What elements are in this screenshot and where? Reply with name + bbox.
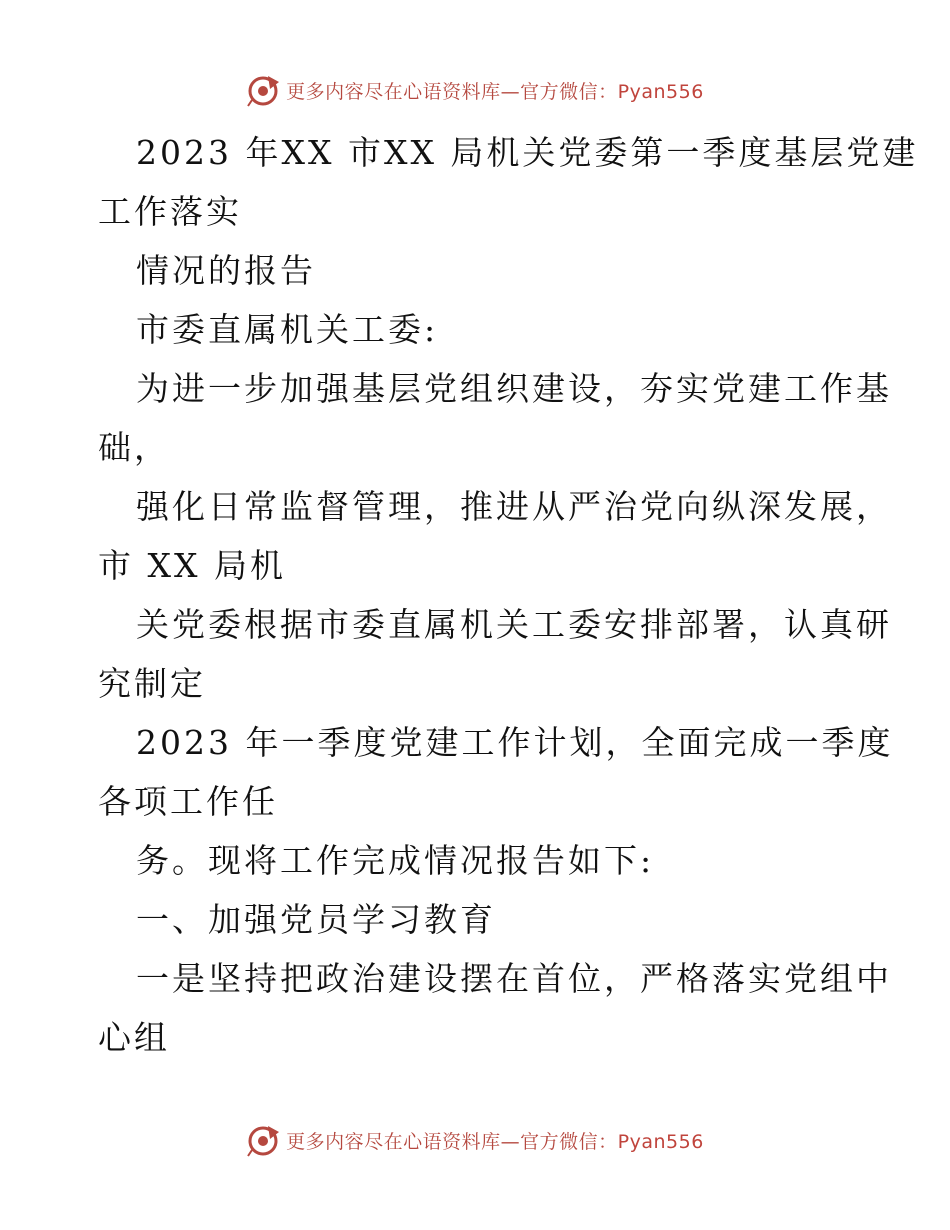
document-line: 2023 年XX 市XX 局机关党委第一季度基层党建 (136, 133, 919, 172)
document-line: 2023 年一季度党建工作计划，全面完成一季度 (136, 723, 894, 762)
document-line: 一、加强党员学习教育 (136, 900, 496, 939)
watermark-header (0, 70, 950, 110)
brand-logo-icon (246, 1122, 282, 1158)
document-line: 础， (98, 428, 170, 467)
brand-logo-icon (246, 72, 282, 108)
document-line: 一是坚持把政治建设摆在首位，严格落实党组中 (136, 959, 892, 998)
watermark-footer (0, 1120, 950, 1160)
wechat-id: Pyan556 (617, 80, 704, 103)
document-line: 关党委根据市委直属机关工委安排部署，认真研 (136, 605, 892, 644)
watermark-text: 更多内容尽在心语资料库—官方微信：Pyan556 (286, 1130, 704, 1153)
wechat-id: Pyan556 (617, 1130, 704, 1153)
document-line: 务。现将工作完成情况报告如下: (136, 841, 655, 880)
document-line: 强化日常监督管理，推进从严治党向纵深发展， (136, 487, 892, 526)
document-line: 情况的报告 (136, 251, 316, 290)
document-line: 究制定 (98, 664, 206, 703)
watermark-text: 更多内容尽在心语资料库—官方微信：Pyan556 (286, 80, 704, 103)
document-line: 各项工作任 (98, 782, 278, 821)
document-line: 市委直属机关工委: (136, 310, 439, 349)
document-line: 心组 (98, 1018, 170, 1057)
document-line: 工作落实 (98, 192, 242, 231)
document-line: 为进一步加强基层党组织建设，夯实党建工作基 (136, 369, 892, 408)
document-line: 市 XX 局机 (98, 546, 286, 585)
document-body (98, 123, 919, 1067)
